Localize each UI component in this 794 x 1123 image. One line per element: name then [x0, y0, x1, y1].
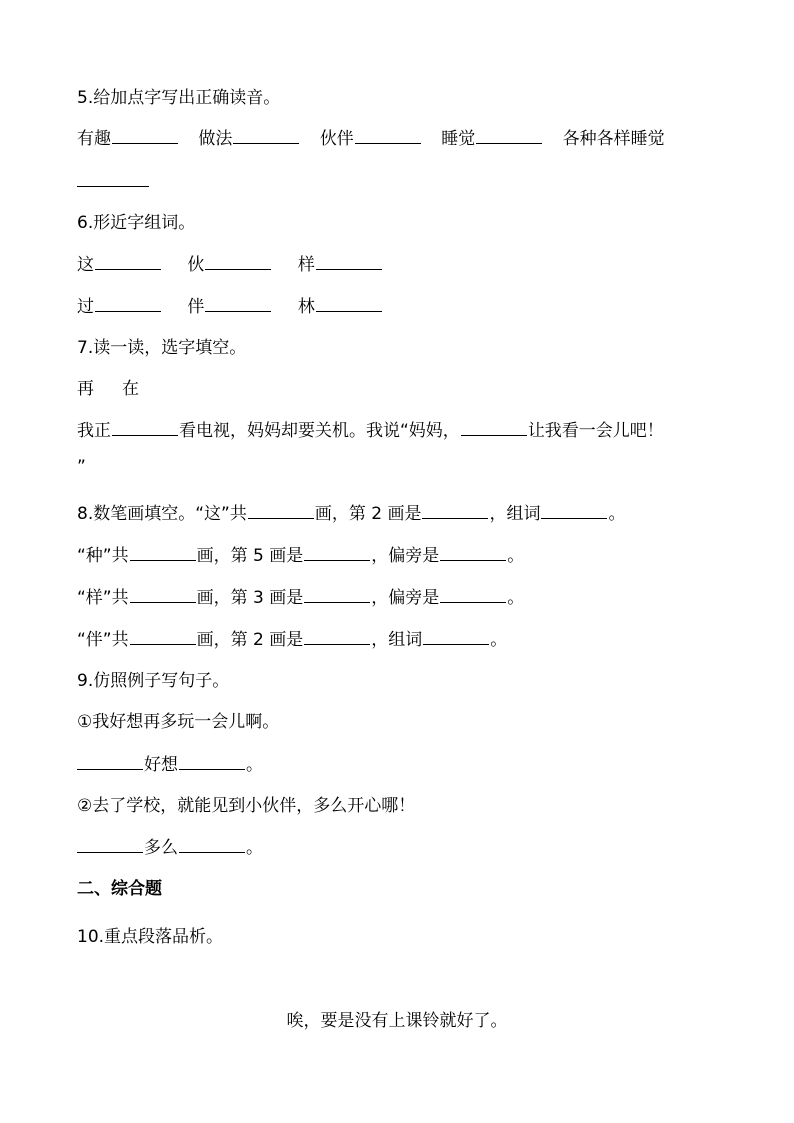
answer-blank[interactable]	[205, 253, 271, 270]
sentence-part: “伴”共	[77, 630, 129, 650]
sentence-part: ，偏旁是	[371, 588, 440, 608]
answer-blank[interactable]	[179, 836, 245, 853]
q6-char: 样	[297, 255, 315, 275]
q7-choices	[77, 377, 139, 401]
q8-title: 8.数笔画填空。	[77, 504, 196, 524]
q7-sentence-end: ”	[77, 457, 86, 477]
q6-char: 过	[77, 297, 94, 317]
answer-blank[interactable]	[440, 544, 506, 561]
answer-blank[interactable]	[440, 586, 506, 603]
sentence-part: ，组词	[371, 630, 423, 650]
answer-blank[interactable]	[205, 295, 271, 312]
sentence-part: 画，第 2 画是	[314, 504, 422, 524]
sentence-part: 。	[246, 755, 263, 775]
q6-char: 伴	[187, 297, 205, 317]
answer-blank[interactable]	[304, 586, 370, 603]
q9-title: 9.仿照例子写句子。	[77, 671, 230, 691]
sentence-part: 画，第 3 画是	[196, 588, 304, 608]
q6-row1	[77, 253, 383, 277]
section-heading: 二、综合题	[77, 879, 162, 899]
sentence-part: 。	[507, 546, 525, 566]
sentence-part: 。	[608, 504, 626, 524]
answer-blank[interactable]	[422, 502, 488, 519]
answer-blank[interactable]	[233, 127, 299, 144]
sentence-part: 好想	[144, 755, 178, 775]
answer-blank[interactable]	[476, 127, 542, 144]
sentence-part: 多么	[144, 838, 178, 858]
q5-word: 做法	[198, 129, 233, 149]
answer-blank[interactable]	[179, 753, 245, 770]
q7-title: 7.读一读，选字填空。	[77, 338, 247, 358]
q6-char: 林	[297, 297, 315, 317]
answer-blank[interactable]	[316, 253, 382, 270]
q5-word: 有趣	[77, 129, 111, 149]
q9-fill1	[77, 753, 263, 777]
q5-row-cont	[77, 170, 150, 194]
sentence-part: 。	[246, 838, 263, 858]
q6-char: 这	[77, 255, 94, 275]
sentence-part: ，组词	[489, 504, 541, 524]
answer-blank[interactable]	[95, 253, 161, 270]
sentence-part: 看电视，妈妈却要关机。我说“妈妈，	[179, 421, 460, 441]
answer-blank[interactable]	[77, 836, 143, 853]
answer-blank[interactable]	[316, 295, 382, 312]
answer-blank[interactable]	[77, 753, 143, 770]
answer-blank[interactable]	[541, 502, 607, 519]
q9-example1: ①我好想再多玩一会儿啊。	[77, 712, 280, 732]
choice-char: 在	[122, 379, 139, 399]
q6-title: 6.形近字组词。	[77, 213, 196, 233]
answer-blank[interactable]	[77, 170, 149, 187]
sentence-part: 让我看一会儿吧！	[527, 421, 664, 441]
answer-blank[interactable]	[112, 419, 178, 436]
q8-line1	[77, 502, 625, 526]
answer-blank[interactable]	[423, 628, 489, 645]
q5-row	[77, 127, 665, 151]
answer-blank[interactable]	[130, 544, 196, 561]
q8-line3	[77, 586, 524, 610]
q7-sentence	[77, 419, 664, 443]
q10-passage: 唉，要是没有上课铃就好了。	[286, 1011, 508, 1031]
q8-line2	[77, 544, 524, 568]
sentence-part: 。	[507, 588, 525, 608]
q5-word: 伙伴	[319, 129, 354, 149]
sentence-part: “种”共	[77, 546, 129, 566]
answer-blank[interactable]	[304, 544, 370, 561]
q5-title: 5.给加点字写出正确读音。	[77, 88, 281, 108]
choice-char: 再	[77, 379, 94, 399]
sentence-part: 我正	[77, 421, 111, 441]
q6-row2	[77, 295, 383, 319]
q9-example2: ②去了学校，就能见到小伙伴，多么开心哪！	[77, 796, 416, 816]
sentence-part: 画，第 5 画是	[196, 546, 304, 566]
sentence-part: 画，第 2 画是	[196, 630, 304, 650]
answer-blank[interactable]	[112, 127, 178, 144]
answer-blank[interactable]	[130, 586, 196, 603]
q6-char: 伙	[187, 255, 205, 275]
q10-title: 10.重点段落品析。	[77, 927, 224, 947]
answer-blank[interactable]	[461, 419, 527, 436]
sentence-part: “这”共	[195, 504, 247, 524]
q5-word: 各种各样睡觉	[562, 129, 665, 149]
sentence-part: 。	[490, 630, 508, 650]
q9-fill2	[77, 836, 263, 860]
answer-blank[interactable]	[248, 502, 314, 519]
sentence-part: ，偏旁是	[371, 546, 440, 566]
answer-blank[interactable]	[304, 628, 370, 645]
answer-blank[interactable]	[95, 295, 161, 312]
answer-blank[interactable]	[130, 628, 196, 645]
q5-word: 睡觉	[441, 129, 476, 149]
answer-blank[interactable]	[355, 127, 421, 144]
q8-line4	[77, 628, 507, 652]
sentence-part: “样”共	[77, 588, 129, 608]
